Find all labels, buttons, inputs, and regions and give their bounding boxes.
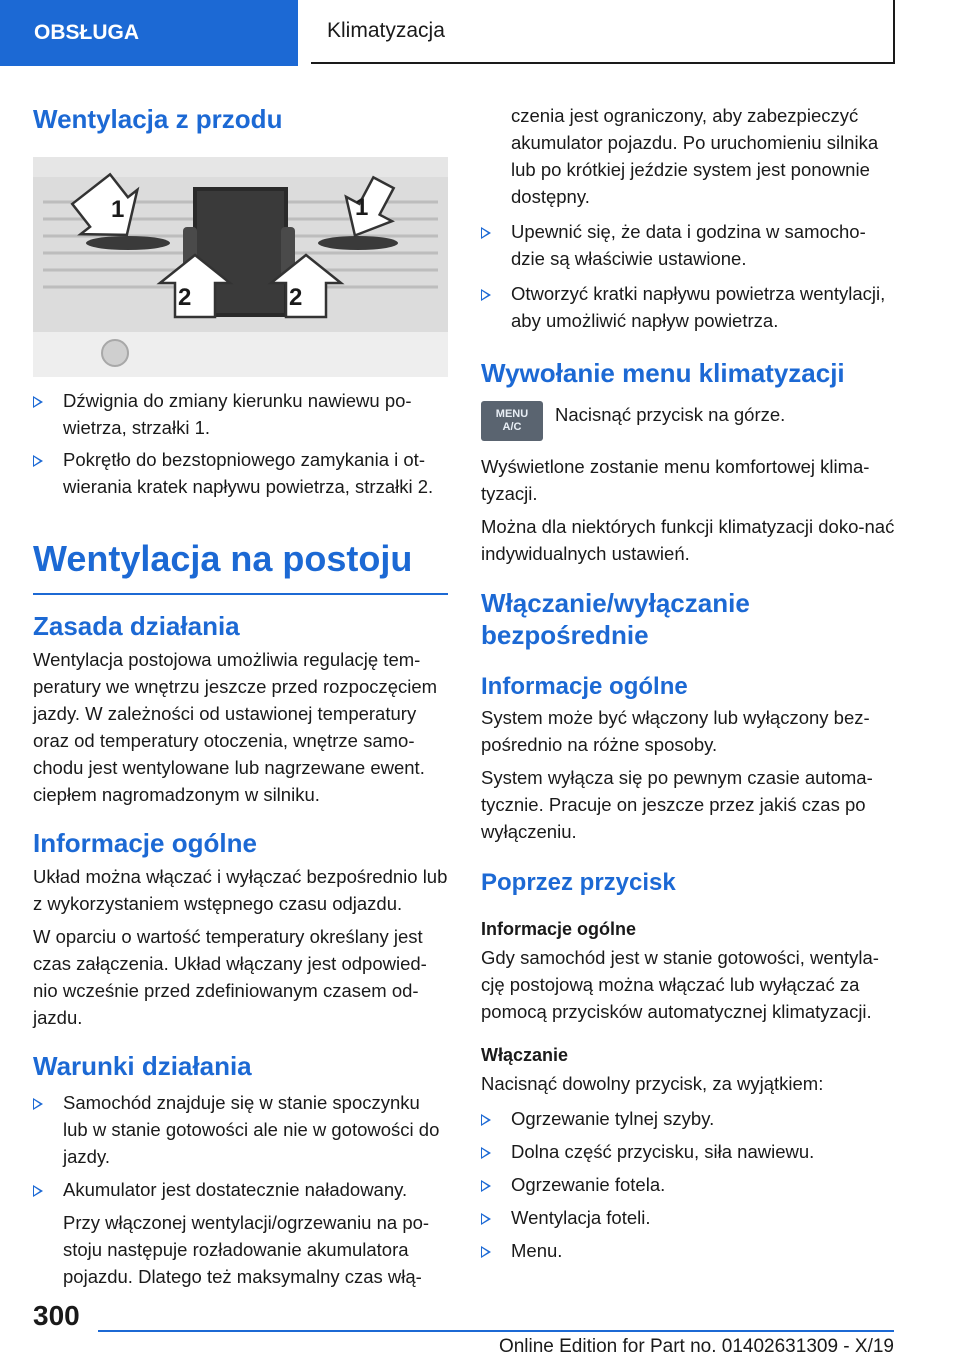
page-header <box>0 0 960 66</box>
bullet-triangle-icon <box>33 1185 43 1197</box>
list-item: Otworzyć kratki napływu powietrza wentylacji, aby umożliwić napływ powietrza. <box>481 280 896 334</box>
paragraph-menu-2: Można dla niektórych funkcji klimatyzacji doko‐nać indywidualnych ustawień. <box>481 516 895 565</box>
continued-text: czenia jest ograniczony, aby zabezpieczyć akumulator pojazdu. Po uruchomieniu silnika lub po krótkiej jeździe system jest ponownie dostępny. <box>511 105 879 207</box>
list-item: Upewnić się, że data i godzina w samocho‐dzie są właściwie ustawione. <box>481 218 896 272</box>
subheading-general-info: Informacje ogólne <box>481 918 637 939</box>
bullet-triangle-icon <box>33 396 43 408</box>
paragraph-menu-1: Wyświetlone zostanie menu komfortowej klima‐tyzacji. <box>481 456 870 505</box>
menu-instruction: Nacisnąć przycisk na górze. <box>555 404 786 426</box>
heading-direct: Włączanie/wyłączanie bezpośrednie <box>481 588 750 651</box>
heading-front-ventilation: Wentylacja z przodu <box>33 104 283 134</box>
preparation-list <box>481 218 896 334</box>
chapter-title: Klimatyzacja <box>311 0 895 64</box>
list-item: Samochód znajduje się w stanie spoczynku lub w stanie gotowości ale nie w gotowości do jazdy. <box>33 1089 448 1170</box>
heading-general-info-right: Informacje ogólne <box>481 673 688 701</box>
heading-principle: Zasada działania <box>33 610 240 641</box>
arrow-label-1-right: 1 <box>355 194 369 222</box>
bullet-triangle-icon <box>481 227 491 239</box>
arrow-label-1-left: 1 <box>111 196 125 224</box>
heading-by-button: Poprzez przycisk <box>481 869 676 897</box>
list-item: Pokrętło do bezstopniowego zamykania i ot‐wierania kratek napływu powietrza, strzałki 2. <box>33 446 448 500</box>
list-item: Ogrzewanie fotela. <box>481 1171 896 1198</box>
vent-illustration <box>33 157 448 377</box>
bullet-triangle-icon <box>481 1246 491 1258</box>
paragraph-direct-2: System wyłącza się po pewnym czasie automa‐tycznie. Pracuje on jeszcze przez jakiś czas po wyłączeniu. <box>481 767 873 843</box>
list-item: Dolna część przycisku, siła nawiewu. <box>481 1138 896 1165</box>
paragraph-direct-1: System może być włączony lub wyłączony bez‐pośrednio na różne sposoby. <box>481 707 870 756</box>
condition-continuation: Przy włączonej wentylacji/ogrzewaniu na po‐stoju następuje rozładowanie akumulatora pojazdu. Dlatego też maksymalny czas włą‐ <box>63 1211 430 1287</box>
menu-ac-button-icon: MENU A/C <box>481 401 543 441</box>
list-item: Dźwignia do zmiany kierunku nawiewu po‐wietrza, strzałki 1. <box>33 387 448 441</box>
paragraph-switch-on: Nacisnąć dowolny przycisk, za wyjątkiem: <box>481 1072 824 1094</box>
bullet-triangle-icon <box>481 289 491 301</box>
list-item: Menu. <box>481 1237 896 1264</box>
heading-menu: Wywołanie menu klimatyzacji <box>481 358 845 388</box>
subheading-switch-on: Włączanie <box>481 1044 569 1065</box>
bullet-triangle-icon <box>481 1147 491 1159</box>
paragraph-button: Gdy samochód jest w stanie gotowości, wentyla‐cję postojową można włączać lub wyłączać za pomocą przycisków automatycznej klimatyzacji. <box>481 946 879 1022</box>
bullet-triangle-icon <box>33 1098 43 1110</box>
arrow-label-2-right: 2 <box>289 284 303 312</box>
section-tab: OBSŁUGA <box>0 0 298 66</box>
conditions-list <box>33 1089 448 1290</box>
bullet-triangle-icon <box>481 1114 491 1126</box>
list-item: Wentylacja foteli. <box>481 1204 896 1231</box>
page-number: 300 <box>33 1300 80 1331</box>
edition-info: Online Edition for Part no. 01402631309 - X/19 <box>498 1336 894 1357</box>
vent-figure <box>33 157 448 377</box>
paragraph-general-2: W oparciu o wartość temperatury określany jest czas załączenia. Układ włączany jest odpowied‐nio wcześnie przed zdefiniowanym czasem od‐jazdu. <box>33 926 427 1029</box>
arrow-label-2-left: 2 <box>178 284 192 312</box>
heading-general-info: Informacje ogólne <box>33 828 257 859</box>
front-ventilation-list <box>33 387 448 500</box>
right-column <box>481 96 896 1264</box>
bullet-triangle-icon <box>481 1180 491 1192</box>
menu-row <box>481 401 896 441</box>
list-item: Ogrzewanie tylnej szyby. <box>481 1105 896 1132</box>
paragraph-general-1: Układ można włączać i wyłączać bezpośrednio lub z wykorzystaniem wstępnego czasu odjazdu. <box>33 866 448 915</box>
exception-list <box>481 1105 896 1264</box>
bullet-triangle-icon <box>33 455 43 467</box>
paragraph-principle: Wentylacja postojowa umożliwia regulację tem‐peratury we wnętrzu jeszcze przed rozpoczęciem jazdy. W zależności od ustawionej temperatury oraz od temperatury otoczenia, wnętrze samo‐chodu jest wentylowane lub nagrzewane ewent. ciepłem nagromadzonym w silniku. <box>33 649 438 806</box>
left-column <box>33 96 448 1290</box>
footer-divider <box>98 1330 894 1332</box>
heading-parking-ventilation: Wentylacja na postoju <box>33 536 448 595</box>
bullet-triangle-icon <box>481 1213 491 1225</box>
list-item: Akumulator jest dostatecznie naładowany. Przy włączonej wentylacji/ogrzewaniu na po‐stoju następuje rozładowanie akumulatora pojazdu. Dlatego też maksymalny czas włą‐ <box>33 1176 448 1290</box>
heading-conditions: Warunki działania <box>33 1051 252 1082</box>
